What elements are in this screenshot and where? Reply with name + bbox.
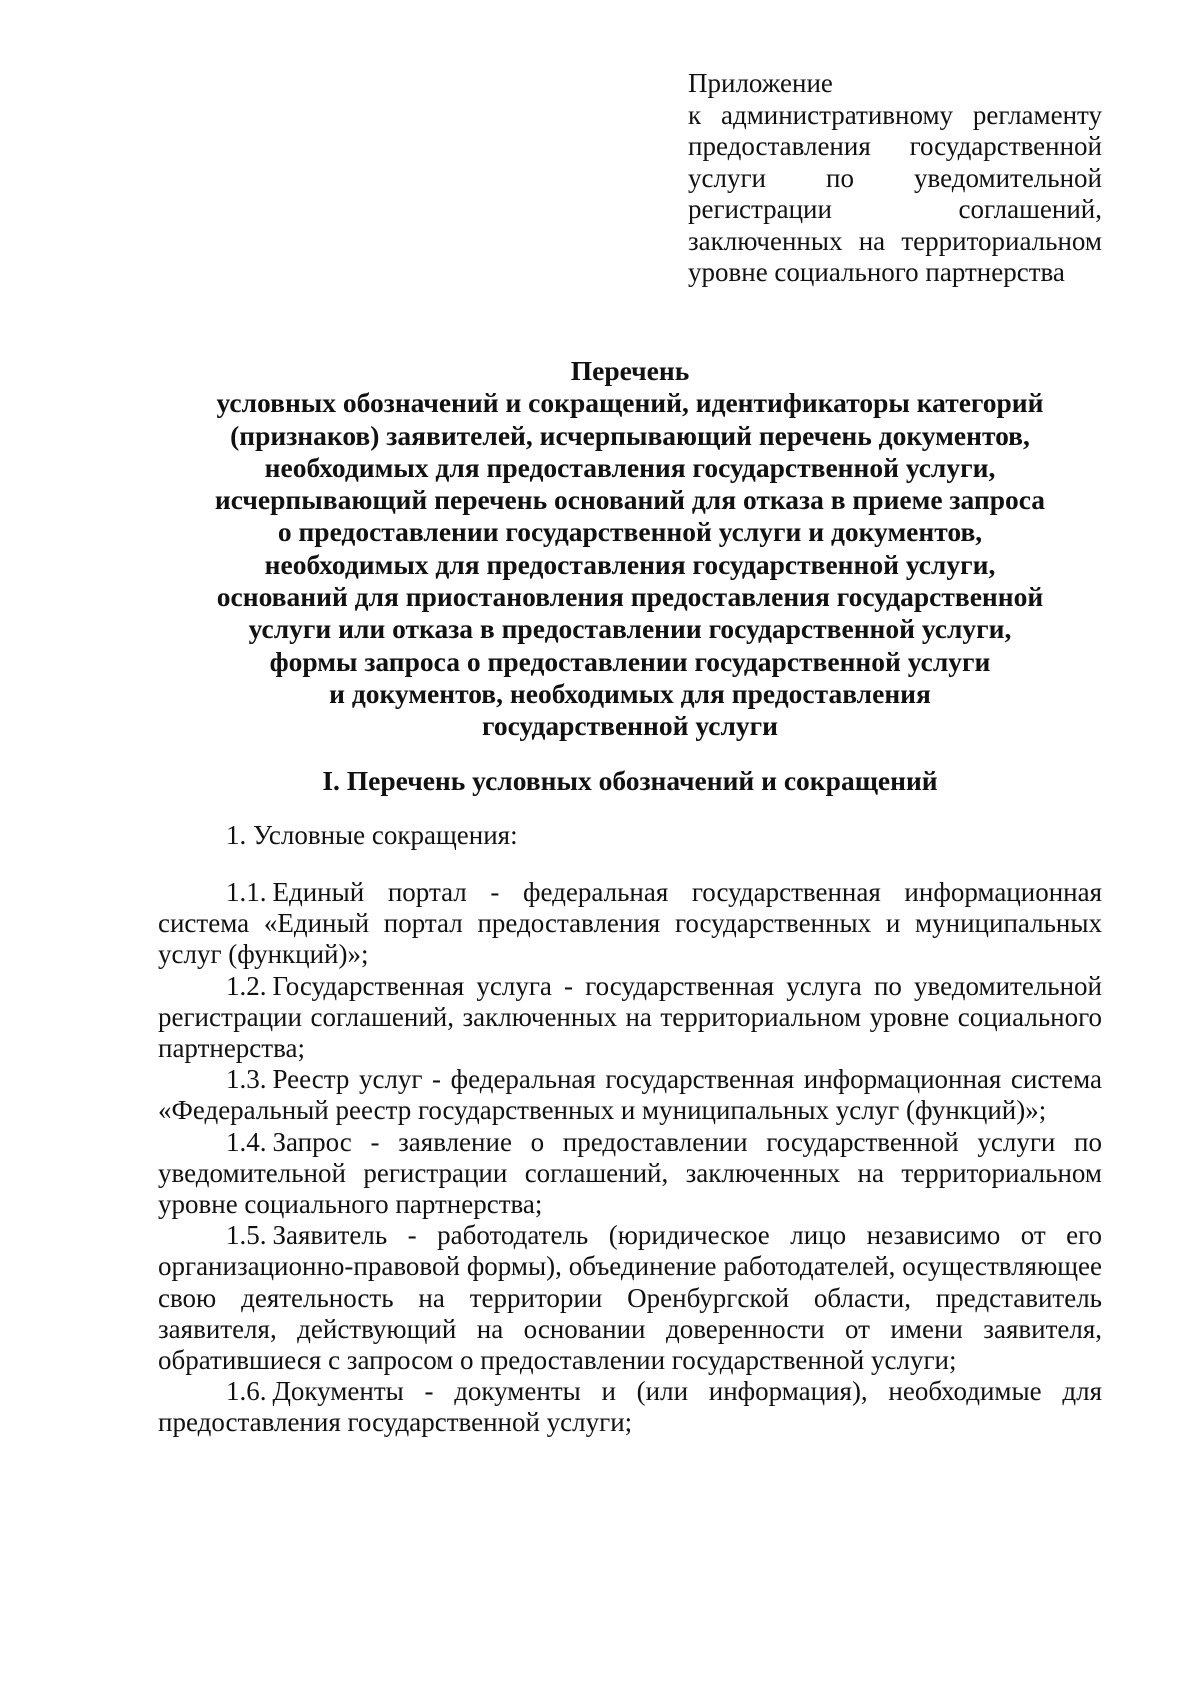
title-line: условных обозначений и сокращений, идентификаторы категорий xyxy=(216,387,1044,419)
definition-item xyxy=(158,1376,1102,1438)
definition-list xyxy=(158,877,1102,1439)
appendix-body: к административному регламенту предоставления государственной услуги по уведомительной регистрации соглашений, заключенных на территориальном уровне социального партнерства xyxy=(688,99,1102,287)
title-line: формы запроса о предоставлении государственной услуги xyxy=(269,645,991,677)
item-number: 1.3. xyxy=(226,1064,267,1095)
title-line: необходимых для предоставления государственной услуги, xyxy=(264,451,996,483)
item-number: 1.2. xyxy=(226,970,267,1001)
title-line: Перечень xyxy=(570,355,690,386)
title-line: и документов, необходимых для предоставления xyxy=(329,677,931,709)
definition-item xyxy=(158,1127,1102,1221)
appendix-block xyxy=(688,68,1102,289)
section-heading: I. Перечень условных обозначений и сокращений xyxy=(322,765,938,796)
title-line: услуги или отказа в предоставлении государственной услуги, xyxy=(248,613,1012,645)
document-title xyxy=(150,355,1110,743)
item-text: Запрос - заявление о предоставлении государственной услуги по уведомительной регистрации соглашений, заключенных на территориальном уровне социального партнерства; xyxy=(158,1126,1102,1220)
item-text: Единый портал - федеральная государственная информационная система «Единый портал предоставления государственных и муниципальных услуг (функций)»; xyxy=(158,877,1102,970)
definition-item xyxy=(158,971,1102,1065)
item-number: 1.1. xyxy=(226,877,267,907)
definition-item xyxy=(158,1220,1102,1376)
title-line: (признаков) заявителей, исчерпывающий перечень документов, xyxy=(230,419,1030,451)
item-text: Заявитель - работодатель (юридическое лицо независимо от его организационно-правовой формы), объединение работодателей, осуществляющее свою деятельность на территории Оренбургской области, представитель заявителя, действующий на основании доверенности от имени заявителя, обратившиеся с запросом о предоставлении государственной услуги; xyxy=(158,1220,1102,1376)
definition-item xyxy=(158,1064,1102,1126)
item-text: Документы - документы и (или информация), необходимые для предоставления государственной услуги; xyxy=(158,1376,1102,1438)
appendix-title: Приложение xyxy=(688,68,833,98)
title-line: исчерпывающий перечень оснований для отказа в приеме запроса xyxy=(214,484,1046,516)
title-line: оснований для приостановления предоставления государственной xyxy=(216,581,1044,613)
item-number: 1.5. xyxy=(226,1220,267,1251)
title-line: необходимых для предоставления государственной услуги, xyxy=(264,548,996,580)
item-number: 1.6. xyxy=(226,1376,267,1407)
item-text: Государственная услуга - государственная услуга по уведомительной регистрации соглашений, заключенных на территориальном уровне социального партнерства; xyxy=(158,970,1102,1064)
section-intro: 1. Условные сокращения: xyxy=(226,820,518,850)
title-line: о предоставлении государственной услуги и документов, xyxy=(277,516,983,548)
definition-item xyxy=(158,877,1102,971)
item-text: Реестр услуг - федеральная государственная информационная система «Федеральный реестр государственных и муниципальных услуг (функций)»; xyxy=(158,1064,1102,1126)
item-number: 1.4. xyxy=(226,1126,267,1157)
title-line: государственной услуги xyxy=(482,710,778,742)
